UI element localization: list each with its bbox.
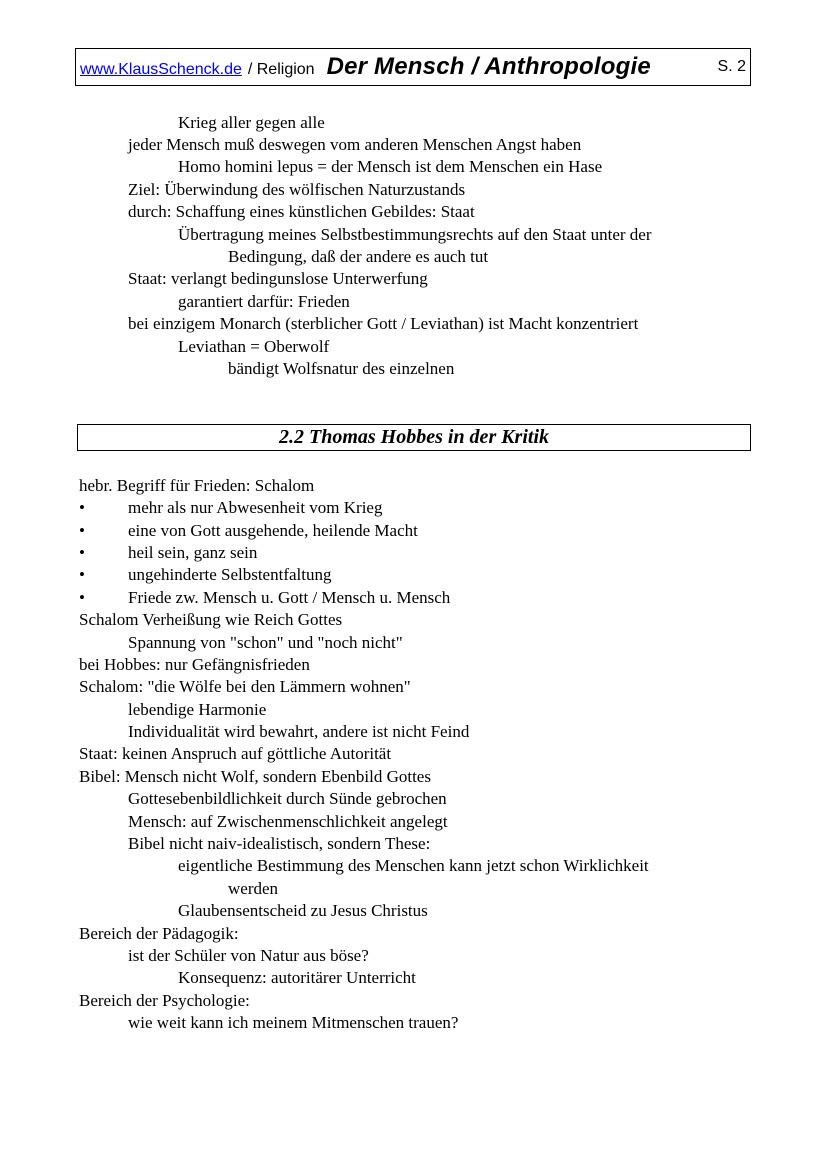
text-line: Bedingung, daß der andere es auch tut (228, 247, 489, 266)
section-heading: 2.2 Thomas Hobbes in der Kritik (77, 424, 751, 451)
bullet-icon: • (79, 543, 85, 562)
text-line: garantiert darfür: Frieden (178, 292, 350, 311)
text-line: Spannung von "schon" und "noch nicht" (128, 633, 403, 652)
site-link[interactable]: www.KlausSchenck.de (80, 61, 242, 78)
text-line: Bibel nicht naiv-idealistisch, sondern These: (128, 834, 431, 853)
text-line: Konsequenz: autoritärer Unterricht (178, 968, 416, 987)
text-line: Bereich der Psychologie: (79, 991, 250, 1010)
text-line: eigentliche Bestimmung des Menschen kann jetzt schon Wirklichkeit (178, 856, 649, 875)
bullet-icon: • (79, 565, 85, 584)
text-line: Gottesebenbildlichkeit durch Sünde gebrochen (128, 789, 447, 808)
text-line: Leviathan = Oberwolf (178, 337, 330, 356)
text-line: lebendige Harmonie (128, 700, 267, 719)
text-line: Ziel: Überwindung des wölfischen Naturzustands (128, 180, 466, 199)
list-item: eine von Gott ausgehende, heilende Macht (128, 521, 418, 540)
list-item: Friede zw. Mensch u. Gott / Mensch u. Mensch (128, 588, 451, 607)
text-line: hebr. Begriff für Frieden: Schalom (79, 476, 315, 495)
text-line: Schalom: "die Wölfe bei den Lämmern wohnen" (79, 677, 411, 696)
header-section: / Religion (247, 61, 315, 78)
header-left (80, 53, 651, 81)
bullet-icon: • (79, 521, 85, 540)
text-line: Individualität wird bewahrt, andere ist nicht Feind (128, 722, 470, 741)
text-line: Staat: verlangt bedingunslose Unterwerfung (128, 269, 428, 288)
text-line: Bibel: Mensch nicht Wolf, sondern Ebenbild Gottes (79, 767, 431, 786)
text-line: bei Hobbes: nur Gefängnisfrieden (79, 655, 310, 674)
list-item: mehr als nur Abwesenheit vom Krieg (128, 498, 383, 517)
text-line: bändigt Wolfsnatur des einzelnen (228, 359, 455, 378)
bullet-icon: • (79, 498, 85, 517)
page-header (75, 48, 751, 86)
header-title: Der Mensch / Anthropologie (326, 53, 651, 80)
text-line: Übertragung meines Selbstbestimmungsrechts auf den Staat unter der (178, 225, 652, 244)
text-line: durch: Schaffung eines künstlichen Gebildes: Staat (128, 202, 475, 221)
text-line: jeder Mensch muß deswegen vom anderen Menschen Angst haben (128, 135, 582, 154)
text-line: Bereich der Pädagogik: (79, 924, 239, 943)
text-line: Homo homini lepus = der Mensch ist dem Menschen ein Hase (178, 157, 603, 176)
text-line: werden (228, 879, 279, 898)
text-line: Krieg aller gegen alle (178, 113, 325, 132)
text-line: bei einzigem Monarch (sterblicher Gott / Leviathan) ist Macht konzentriert (128, 314, 639, 333)
list-item: ungehinderte Selbstentfaltung (128, 565, 332, 584)
text-line: ist der Schüler von Natur aus böse? (128, 946, 369, 965)
text-line: wie weit kann ich meinem Mitmenschen trauen? (128, 1013, 459, 1032)
text-line: Mensch: auf Zwischenmenschlichkeit angelegt (128, 812, 448, 831)
page-number: S. 2 (717, 58, 746, 75)
text-line: Glaubensentscheid zu Jesus Christus (178, 901, 428, 920)
text-line: Staat: keinen Anspruch auf göttliche Autorität (79, 744, 392, 763)
list-item: heil sein, ganz sein (128, 543, 258, 562)
text-line: Schalom Verheißung wie Reich Gottes (79, 610, 343, 629)
bullet-icon: • (79, 588, 85, 607)
